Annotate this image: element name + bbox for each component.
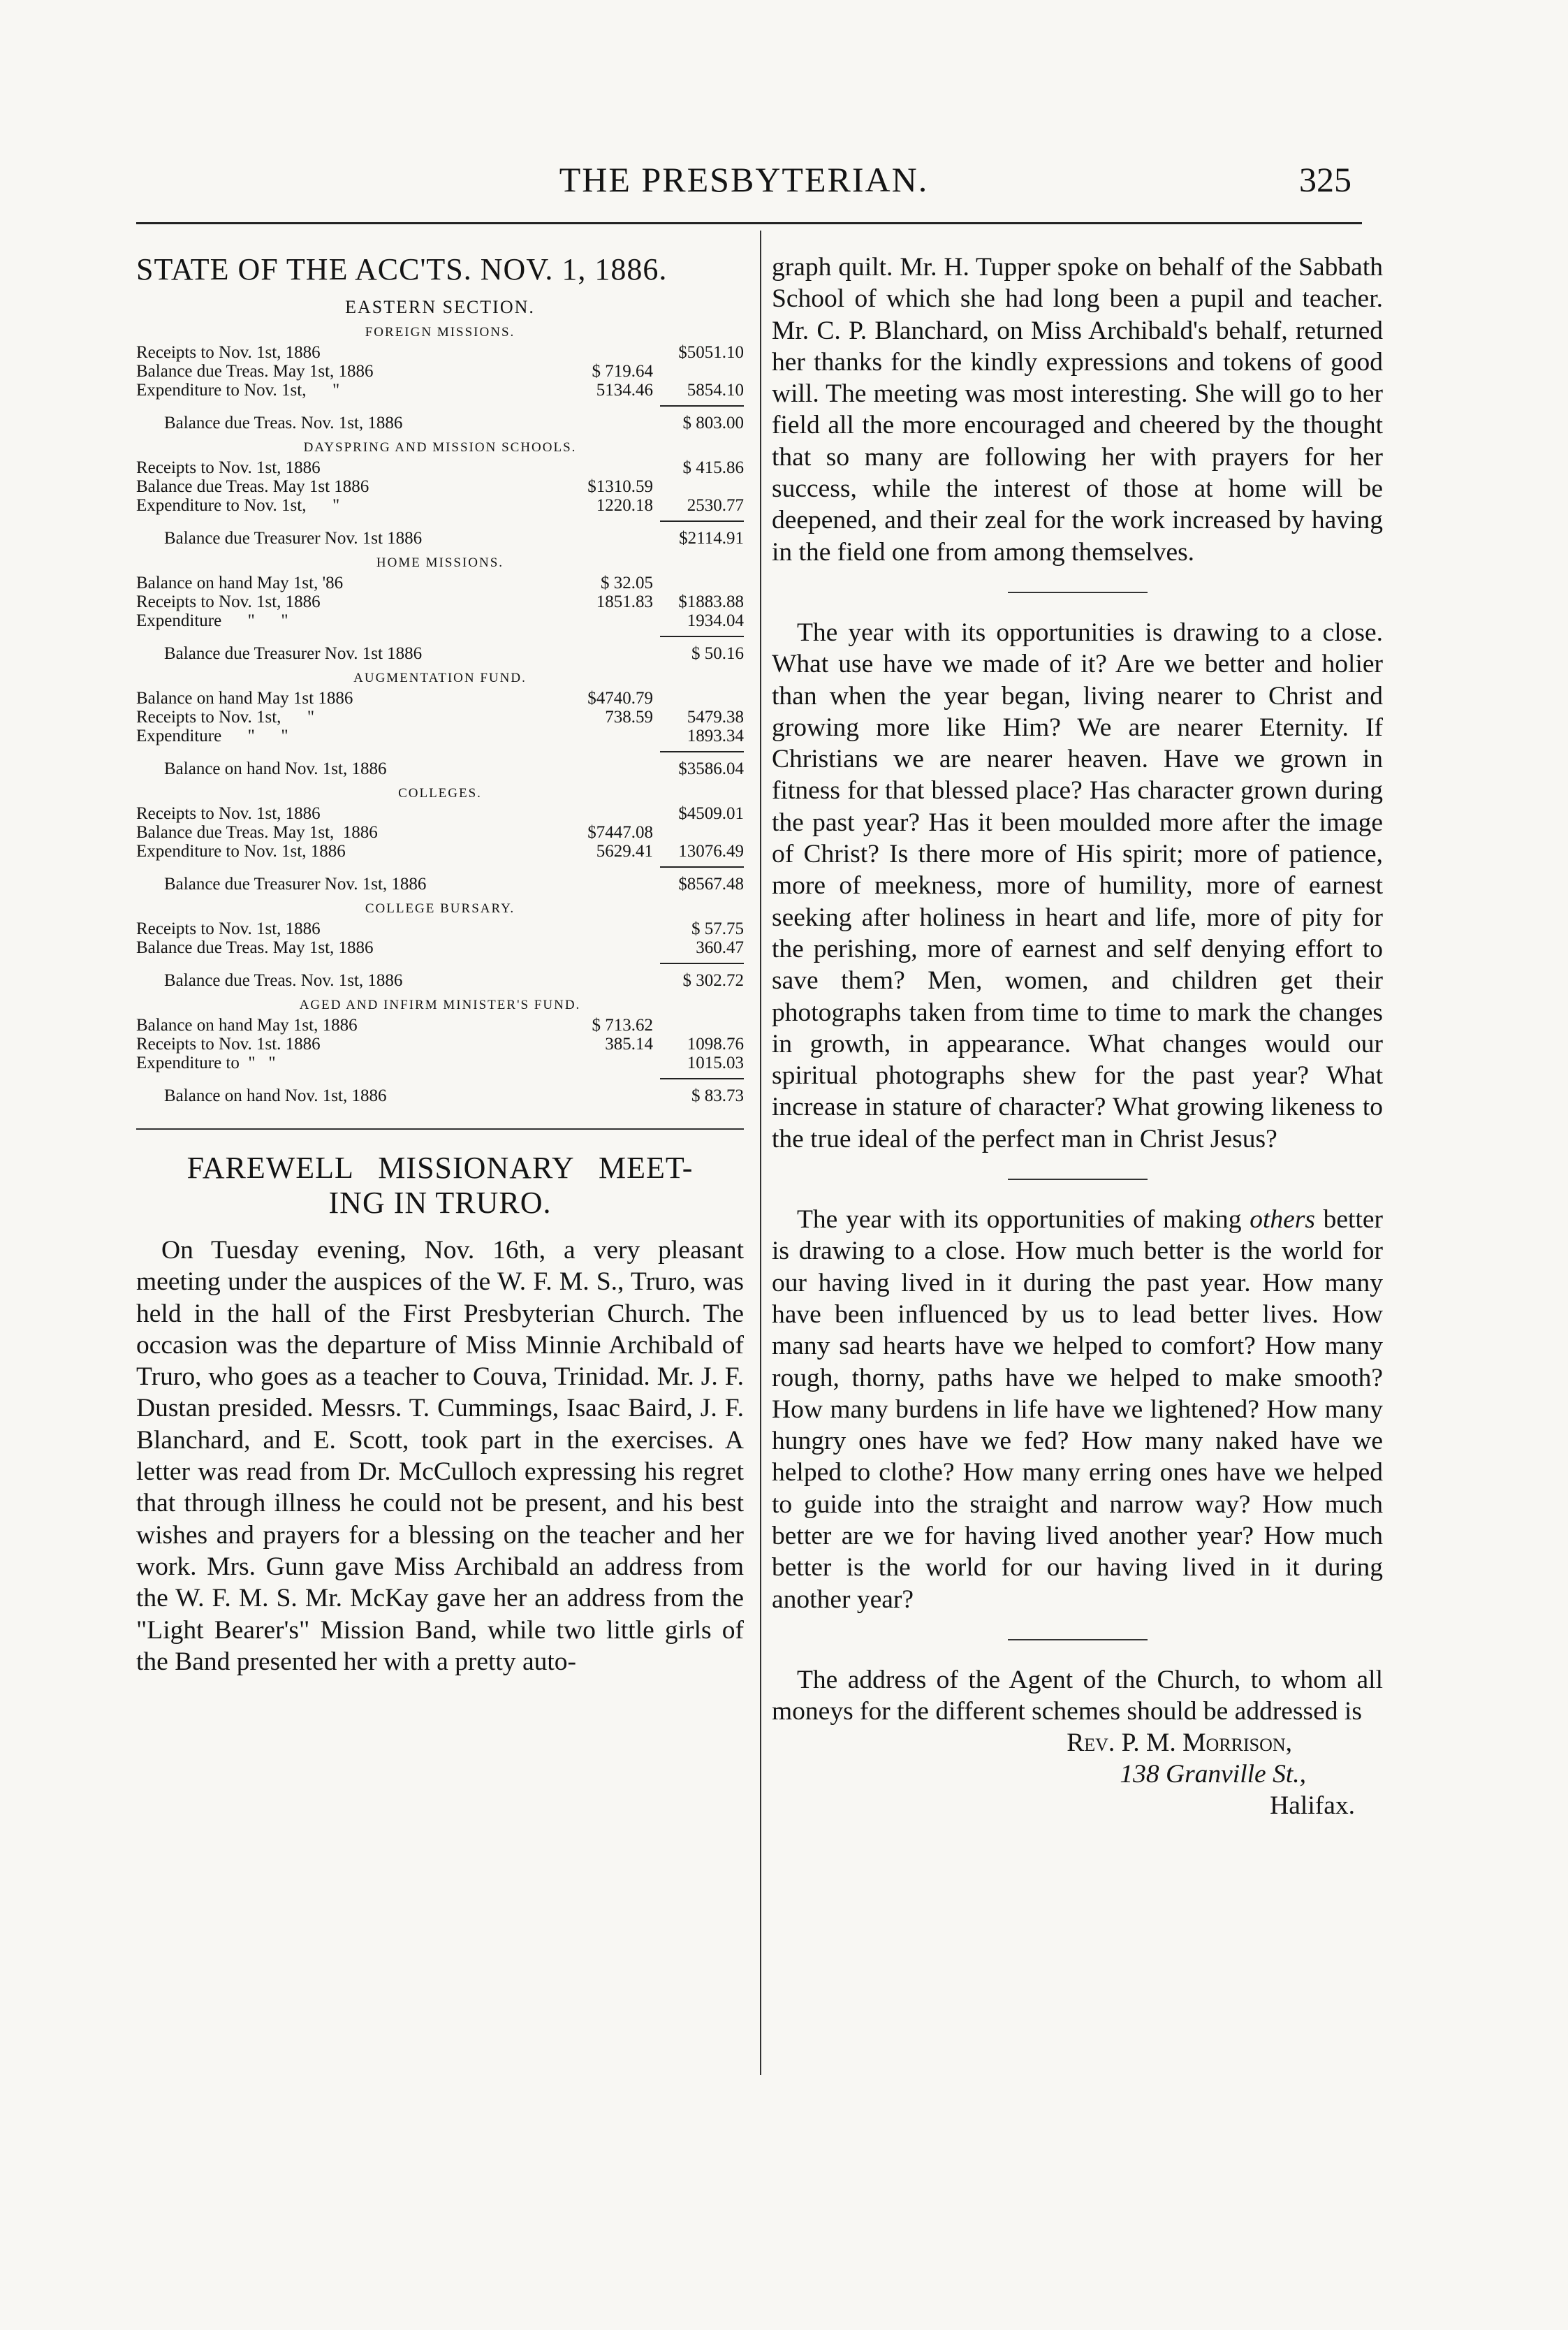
fund-block [136, 786, 744, 896]
journal-title: THE PRESBYTERIAN. [559, 160, 929, 199]
account-row [136, 574, 744, 592]
row-label: Receipts to Nov. 1st, 1886 [136, 458, 321, 477]
account-row [136, 1035, 744, 1054]
row-amount: 1893.34 [687, 727, 744, 745]
row-amount: $5051.10 [678, 343, 744, 362]
row-label: Receipts to Nov. 1st, " [136, 708, 315, 727]
fund-block [136, 555, 744, 665]
accounts-section: EASTERN SECTION. [345, 297, 535, 317]
sum-rule [660, 1078, 744, 1079]
row-label: Expenditure to Nov. 1st, 1886 [136, 842, 346, 861]
balance-row [136, 873, 744, 896]
row-amount: $ 719.64 [592, 362, 653, 381]
row-label: Expenditure to Nov. 1st, " [136, 496, 340, 515]
account-row [136, 381, 744, 400]
row-amount: 5479.38 [687, 708, 744, 727]
account-row [136, 842, 744, 861]
row-amount: $7447.08 [587, 823, 653, 842]
page-header [136, 159, 1351, 208]
fund-block [136, 440, 744, 550]
sum-rule [660, 963, 744, 964]
row-amount: 5854.10 [687, 381, 744, 400]
fund-title: AUGMENTATION FUND. [353, 671, 527, 685]
fund-title: DAYSPRING AND MISSION SCHOOLS. [303, 440, 577, 455]
row-label: Expenditure " " [136, 727, 288, 745]
balance-row [136, 412, 744, 435]
account-row [136, 919, 744, 938]
row-label: Receipts to Nov. 1st, 1886 [136, 919, 321, 938]
row-amount: $1883.88 [678, 592, 744, 611]
balance-amount: $ 50.16 [691, 644, 744, 663]
left-column [136, 252, 744, 1677]
others-after: better is drawing to a close. How much better is the world for our having lived in it during the past year. How many have been influenced by us to lead better lives. How many sad hearts have we helped to comfort? How many rough, thorny, paths have we helped to make smooth? How many burdens in life have we lightened? How many hungry ones have we fed? How many naked have we helped to clothe? How many erring ones have we helped to guide into the straight and narrow way? How much better are we for having lived another year? How much better is the world for our having lived in it during another year? [772, 1205, 1383, 1614]
sum-rule [660, 520, 744, 522]
fund-title: HOME MISSIONS. [376, 555, 504, 570]
account-row [136, 477, 744, 496]
row-label: Expenditure " " [136, 611, 288, 630]
row-label: Receipts to Nov. 1st, 1886 [136, 343, 321, 362]
others-before: The year with its opportunities of making [797, 1205, 1250, 1235]
farewell-heading [136, 1151, 744, 1221]
fund-title: FOREIGN MISSIONS. [365, 325, 515, 340]
account-row [136, 1016, 744, 1035]
divider-rule [1008, 1639, 1148, 1640]
sum-rule [660, 636, 744, 637]
fund-block [136, 998, 744, 1107]
others-paragraph [772, 1204, 1383, 1615]
row-amount: 5629.41 [596, 842, 653, 861]
balance-label: Balance due Treas. Nov. 1st, 1886 [164, 971, 403, 990]
divider-rule [1008, 592, 1148, 593]
balance-label: Balance on hand Nov. 1st, 1886 [164, 1086, 387, 1105]
balance-amount: $ 803.00 [682, 414, 744, 432]
balance-label: Balance due Treasurer Nov. 1st 1886 [164, 529, 423, 548]
funds-list [136, 325, 744, 1107]
row-amount: $ 32.05 [601, 574, 653, 592]
year-close-paragraph: The year with its opportunities is drawing to a close. What use have we made of it? Are we better and holier than when the year began, living nearer to Christ and growing more like Him? We are nearer Eternity. If Christians we are nearer heaven. Have we grown in fitness for that blessed place? Has character grown during the past year? Has it been moulded more after the image of Christ? Is there more of His spirit; more of patience, more of meekness, more of humility, more of earnest seeking after holiness in heart and life, more of pity for the perishing, more of earnest and self denying effort to save them? Men, women, and children get their photographs taken from time to time to mark the changes in growth, in appearance. What changes would our spiritual photographs shew for the past year? What increase in stature of character? What growing likeness to the true ideal of the perfect man in Christ Jesus? [772, 618, 1383, 1153]
row-label: Balance due Treas. May 1st, 1886 [136, 938, 374, 957]
balance-row [136, 758, 744, 780]
signature-street: 138 Granville St., [1120, 1760, 1306, 1789]
signature-name: Rev. P. M. Morrison, [1067, 1728, 1292, 1758]
balance-row [136, 1085, 744, 1107]
account-row [136, 708, 744, 727]
balance-row [136, 527, 744, 550]
row-amount: 1015.03 [687, 1054, 744, 1072]
row-label: Balance on hand May 1st, 1886 [136, 1016, 358, 1035]
balance-amount: $3586.04 [678, 759, 744, 778]
row-amount: 360.47 [696, 938, 744, 957]
sum-rule [660, 405, 744, 407]
account-row [136, 611, 744, 630]
accounts-title: STATE OF THE ACC'TS. NOV. 1, 1886. [136, 252, 668, 286]
sum-rule [660, 866, 744, 868]
farewell-paragraph: On Tuesday evening, Nov. 16th, a very pleasant meeting under the auspices of the W. F. M. S., Truro, was held in the hall of the First Presbyterian Church. The occasion was the departure of Miss Minnie Archibald of Truro, who goes as a teacher to Couva, Trinidad. Mr. J. F. Dustan presided. Messrs. T. Cummings, Isaac Baird, J. F. Blanchard, and E. Scott, took part in the exercises. A letter was read from Dr. McCulloch expressing his regret that through illness he could not be present, and his best wishes and prayers for a blessing on the teacher and her work. Mrs. Gunn gave Miss Archibald an address from the W. F. M. S. Mr. McKay gave her an address from the "Light Bearer's" Mission Band, while two little girls of the Band presented her with a pretty auto- [136, 1236, 744, 1676]
section-rule [136, 1128, 744, 1130]
account-row [136, 727, 744, 745]
page-number: 325 [1299, 160, 1351, 199]
others-emphasis: others [1250, 1205, 1315, 1235]
account-row [136, 1054, 744, 1072]
column-divider [760, 231, 761, 2075]
account-row [136, 823, 744, 842]
row-amount: $ 415.86 [682, 458, 744, 477]
row-amount: $4740.79 [587, 689, 653, 708]
fund-title: COLLEGE BURSARY. [365, 901, 515, 916]
signature [772, 1727, 1383, 1821]
account-row [136, 804, 744, 823]
balance-amount: $ 83.73 [691, 1086, 744, 1105]
balance-amount: $8567.48 [678, 875, 744, 894]
row-amount: 385.14 [605, 1035, 653, 1054]
farewell-heading-line1: FAREWELL MISSIONARY MEET- [186, 1151, 694, 1185]
row-amount: $4509.01 [678, 804, 744, 823]
row-label: Balance due Treas. May 1st, 1886 [136, 823, 378, 842]
row-amount: 738.59 [605, 708, 653, 727]
balance-label: Balance on hand Nov. 1st, 1886 [164, 759, 387, 778]
row-amount: 2530.77 [687, 496, 744, 515]
farewell-continuation: graph quilt. Mr. H. Tupper spoke on behalf of the Sabbath School of which she had long been a pupil and teacher. Mr. C. P. Blanchard, on Miss Archibald's behalf, returned her thanks for the kindly expressions and tokens of good will. The meeting was most interesting. She will go to her field all the more encouraged and cheered by the thought that so many are following her with prayers for her success, while the interest of those at home will be deepened, and their zeal for the work increased by having in the field one from among themselves. [772, 253, 1383, 567]
row-amount: 1098.76 [687, 1035, 744, 1054]
row-label: Balance on hand May 1st, '86 [136, 574, 344, 592]
farewell-heading-line2: ING IN TRURO. [328, 1186, 552, 1220]
row-amount: 1851.83 [596, 592, 653, 611]
signature-city: Halifax. [1270, 1791, 1355, 1821]
row-amount: $ 57.75 [691, 919, 744, 938]
fund-block [136, 901, 744, 992]
fund-block [136, 671, 744, 780]
row-label: Balance on hand May 1st 1886 [136, 689, 353, 708]
account-row [136, 496, 744, 515]
row-label: Expenditure to " " [136, 1054, 276, 1072]
sum-rule [660, 751, 744, 752]
fund-title: COLLEGES. [398, 786, 482, 801]
header-rule [136, 222, 1362, 224]
account-row [136, 343, 744, 362]
account-row [136, 592, 744, 611]
row-label: Receipts to Nov. 1st, 1886 [136, 804, 321, 823]
balance-label: Balance due Treasurer Nov. 1st 1886 [164, 644, 423, 663]
row-label: Receipts to Nov. 1st. 1886 [136, 1035, 321, 1054]
balance-label: Balance due Treasurer Nov. 1st, 1886 [164, 875, 427, 894]
row-label: Balance due Treas. May 1st 1886 [136, 477, 369, 496]
fund-title: AGED AND INFIRM MINISTER'S FUND. [299, 998, 581, 1012]
row-amount: 1934.04 [687, 611, 744, 630]
row-label: Balance due Treas. May 1st, 1886 [136, 362, 374, 381]
fund-block [136, 325, 744, 435]
row-amount: $ 713.62 [592, 1016, 653, 1035]
account-row [136, 362, 744, 381]
divider-rule [1008, 1179, 1148, 1180]
balance-amount: $ 302.72 [682, 971, 744, 990]
row-amount: 5134.46 [596, 381, 653, 400]
right-column [772, 252, 1383, 1821]
balance-row [136, 970, 744, 992]
row-label: Expenditure to Nov. 1st, " [136, 381, 340, 400]
balance-amount: $2114.91 [679, 529, 744, 548]
balance-row [136, 643, 744, 665]
row-amount: 1220.18 [596, 496, 653, 515]
row-label: Receipts to Nov. 1st, 1886 [136, 592, 321, 611]
row-amount: 13076.49 [678, 842, 744, 861]
balance-label: Balance due Treas. Nov. 1st, 1886 [164, 414, 403, 432]
account-row [136, 689, 744, 708]
agent-paragraph: The address of the Agent of the Church, to whom all moneys for the different schemes should be addressed is [772, 1665, 1383, 1726]
row-amount: $1310.59 [587, 477, 653, 496]
account-row [136, 938, 744, 957]
account-row [136, 458, 744, 477]
